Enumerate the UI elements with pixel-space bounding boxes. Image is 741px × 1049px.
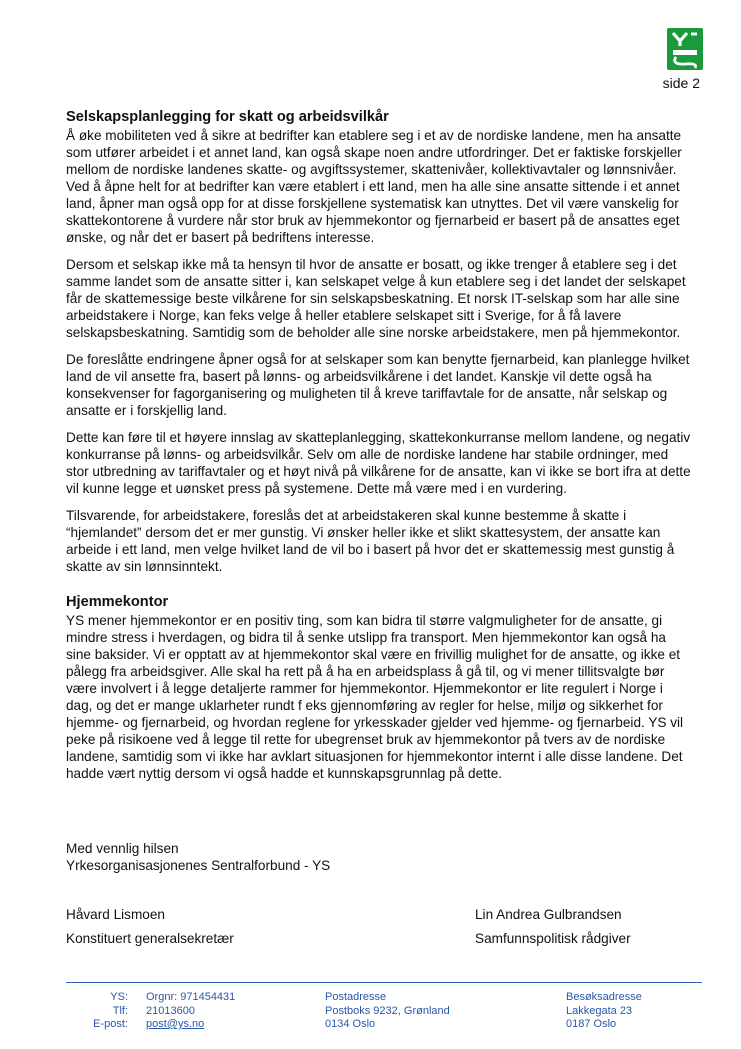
greeting: Med vennlig hilsen: [66, 841, 179, 856]
footer-label: Tlf:: [112, 1004, 128, 1017]
signer-role: Samfunnspolitisk rådgiver: [475, 931, 631, 946]
organization-name: Yrkesorganisasjonenes Sentralforbund - YS: [66, 858, 331, 873]
signer-name: Håvard Lismoen: [66, 907, 165, 922]
address-line: Lakkegata 23: [566, 1004, 633, 1017]
ys-logo-icon: [667, 28, 703, 70]
footer-visit-address: [566, 991, 642, 1032]
signer-name: Lin Andrea Gulbrandsen: [475, 907, 622, 922]
footer-labels: [66, 991, 128, 1032]
email-link[interactable]: post@ys.no: [146, 1018, 205, 1030]
footer-label: YS:: [110, 991, 128, 1003]
address-line: Besøksadresse: [566, 991, 642, 1003]
paragraph: Dersom et selskap ikke må ta hensyn til hvor de ansatte er bosatt, og ikke trenger å etablere seg i det samme landet som de ansatte sitter i, kan selskapet velge å kun etablere seg i det landet der selskapet får de skattemessige beste vilkårene for sin selskapsbeskatning. Et norsk IT-selskap som har alle sine arbeidstakere i Norge, kan feks velge å heller etablere selskapet sitt i Sverige, for å få lavere selskapsbeskatning. Samtidig som de beholder alle sine norske arbeidstakere, men på hjemmekontor.: [66, 257, 686, 340]
address-line: 0134 Oslo: [325, 1018, 376, 1030]
footer-postal-address: [325, 991, 450, 1032]
paragraph: Tilsvarende, for arbeidstakere, foreslås det at arbeidstakeren skal kunne bestemme å skatte i “hjemlandet” dersom det er mer gunstig. Vi ønsker heller ikke et slikt skattesystem, der ansatte kan arbeide i ett land, men velge hvilket land de vil bo i basert på hvor det er skattemessig mest gunstig å skatte av sin lønnsinntekt.: [66, 508, 675, 574]
footer-label: E-post:: [93, 1018, 128, 1030]
section-heading: Hjemmekontor: [66, 594, 169, 610]
paragraph: De foreslåtte endringene åpner også for at selskaper som kan benytte fjernarbeid, kan planlegge hvilket land de vil ansette fra, basert på lønns- og arbeidsvilkårene i det landet. Kanskje vil dette også ha konsekvenser for fagorganisering og muligheten til å kreve tariffavtale for de ansatte, når selskap og ansatte er i forskjellig land.: [66, 352, 690, 418]
footer-divider: [66, 982, 702, 983]
address-line: 0187 Oslo: [566, 1018, 617, 1030]
closing: [66, 840, 330, 874]
paragraph: YS mener hjemmekontor er en positiv ting, som kan bidra til større valgmuligheter for de ansatte, gi mindre stress i hverdagen, og bidra til å senke utslipp fra transport. Men hjemmekontor kan også ha sine baksider. Vi er opptatt av at hjemmekontor skal være en frivillig mulighet for de ansatte, og ikke et pålegg fra arbeidsgiver. Alle skal ha rett på å ha en arbeidsplass å gå til, og vi mener tillitsvalgte bør være involvert i å legge detaljerte rammer for hjemmekontor. Hjemmekontor er lite regulert i Norge i dag, og det er mange uklarheter rundt f eks gjennomføring av regler for helse, miljø og sikkerhet for hjemme- og fjernarbeid, og hvordan reglene for yrkesskader gjelder ved hjemme- og fjernarbeid. YS vil peke på risikoene ved å legge til rette for ubegrenset bruk av hjemmekontor på tvers av de nordiske landene, samtidig som vi ikke har avklart situasjonen for hjemmekontor internt i alle disse landene. Det hadde vært nyttig dersom vi også hadde et kunnskapsgrunnlag på dette.: [66, 613, 684, 781]
signature-block: [475, 906, 631, 947]
footer-contact: [146, 991, 235, 1032]
address-line: Postadresse: [325, 991, 387, 1003]
letter-body: [66, 108, 692, 792]
signature-block: [66, 906, 234, 947]
paragraph: Dette kan føre til et høyere innslag av skatteplanlegging, skattekonkurranse mellom landene, og negativ konkurranse på lønns- og arbeidsvilkår. Selv om alle de nordiske landene har stabile ordninger, med stor utbredning av tariffavtaler og et høyt nivå på vilkårene for de ansatte, kan vi ikke se bort ifra at dette vil kunne legge et uønsket press på systemene. Dette må være med i en vurdering.: [66, 430, 691, 496]
page-number: side 2: [662, 75, 700, 91]
address-line: Postboks 9232, Grønland: [325, 1004, 450, 1017]
org-number: Orgnr: 971454431: [146, 991, 236, 1003]
phone-number: 21013600: [146, 1004, 195, 1017]
paragraph: Å øke mobiliteten ved å sikre at bedrifter kan etablere seg i et av de nordiske landene, men ha ansatte som utfører arbeidet i et annet land, kan også skape noen andre utfordringer. Det er faktiske forskjeller mellom de nordiske landenes skatte- og avgiftssystemer, skattenivåer, kollektivavtaler og lønnsnivåer. Ved å åpne helt for at bedrifter kan være etablert i ett land, men ha alle sine ansatte sittende i et annet land, åpner man også opp for at disse forskjellene systematisk kan utnyttes. Det vil være vanskelig for skattekontorene å vurdere når stor bruk av hjemmekontor og fjernarbeid er basert på de ansattes eget ønske, og når det er basert på bedriftens interesse.: [66, 128, 682, 245]
section-heading: Selskapsplanlegging for skatt og arbeidsvilkår: [66, 109, 389, 125]
signer-role: Konstituert generalsekretær: [66, 931, 234, 946]
